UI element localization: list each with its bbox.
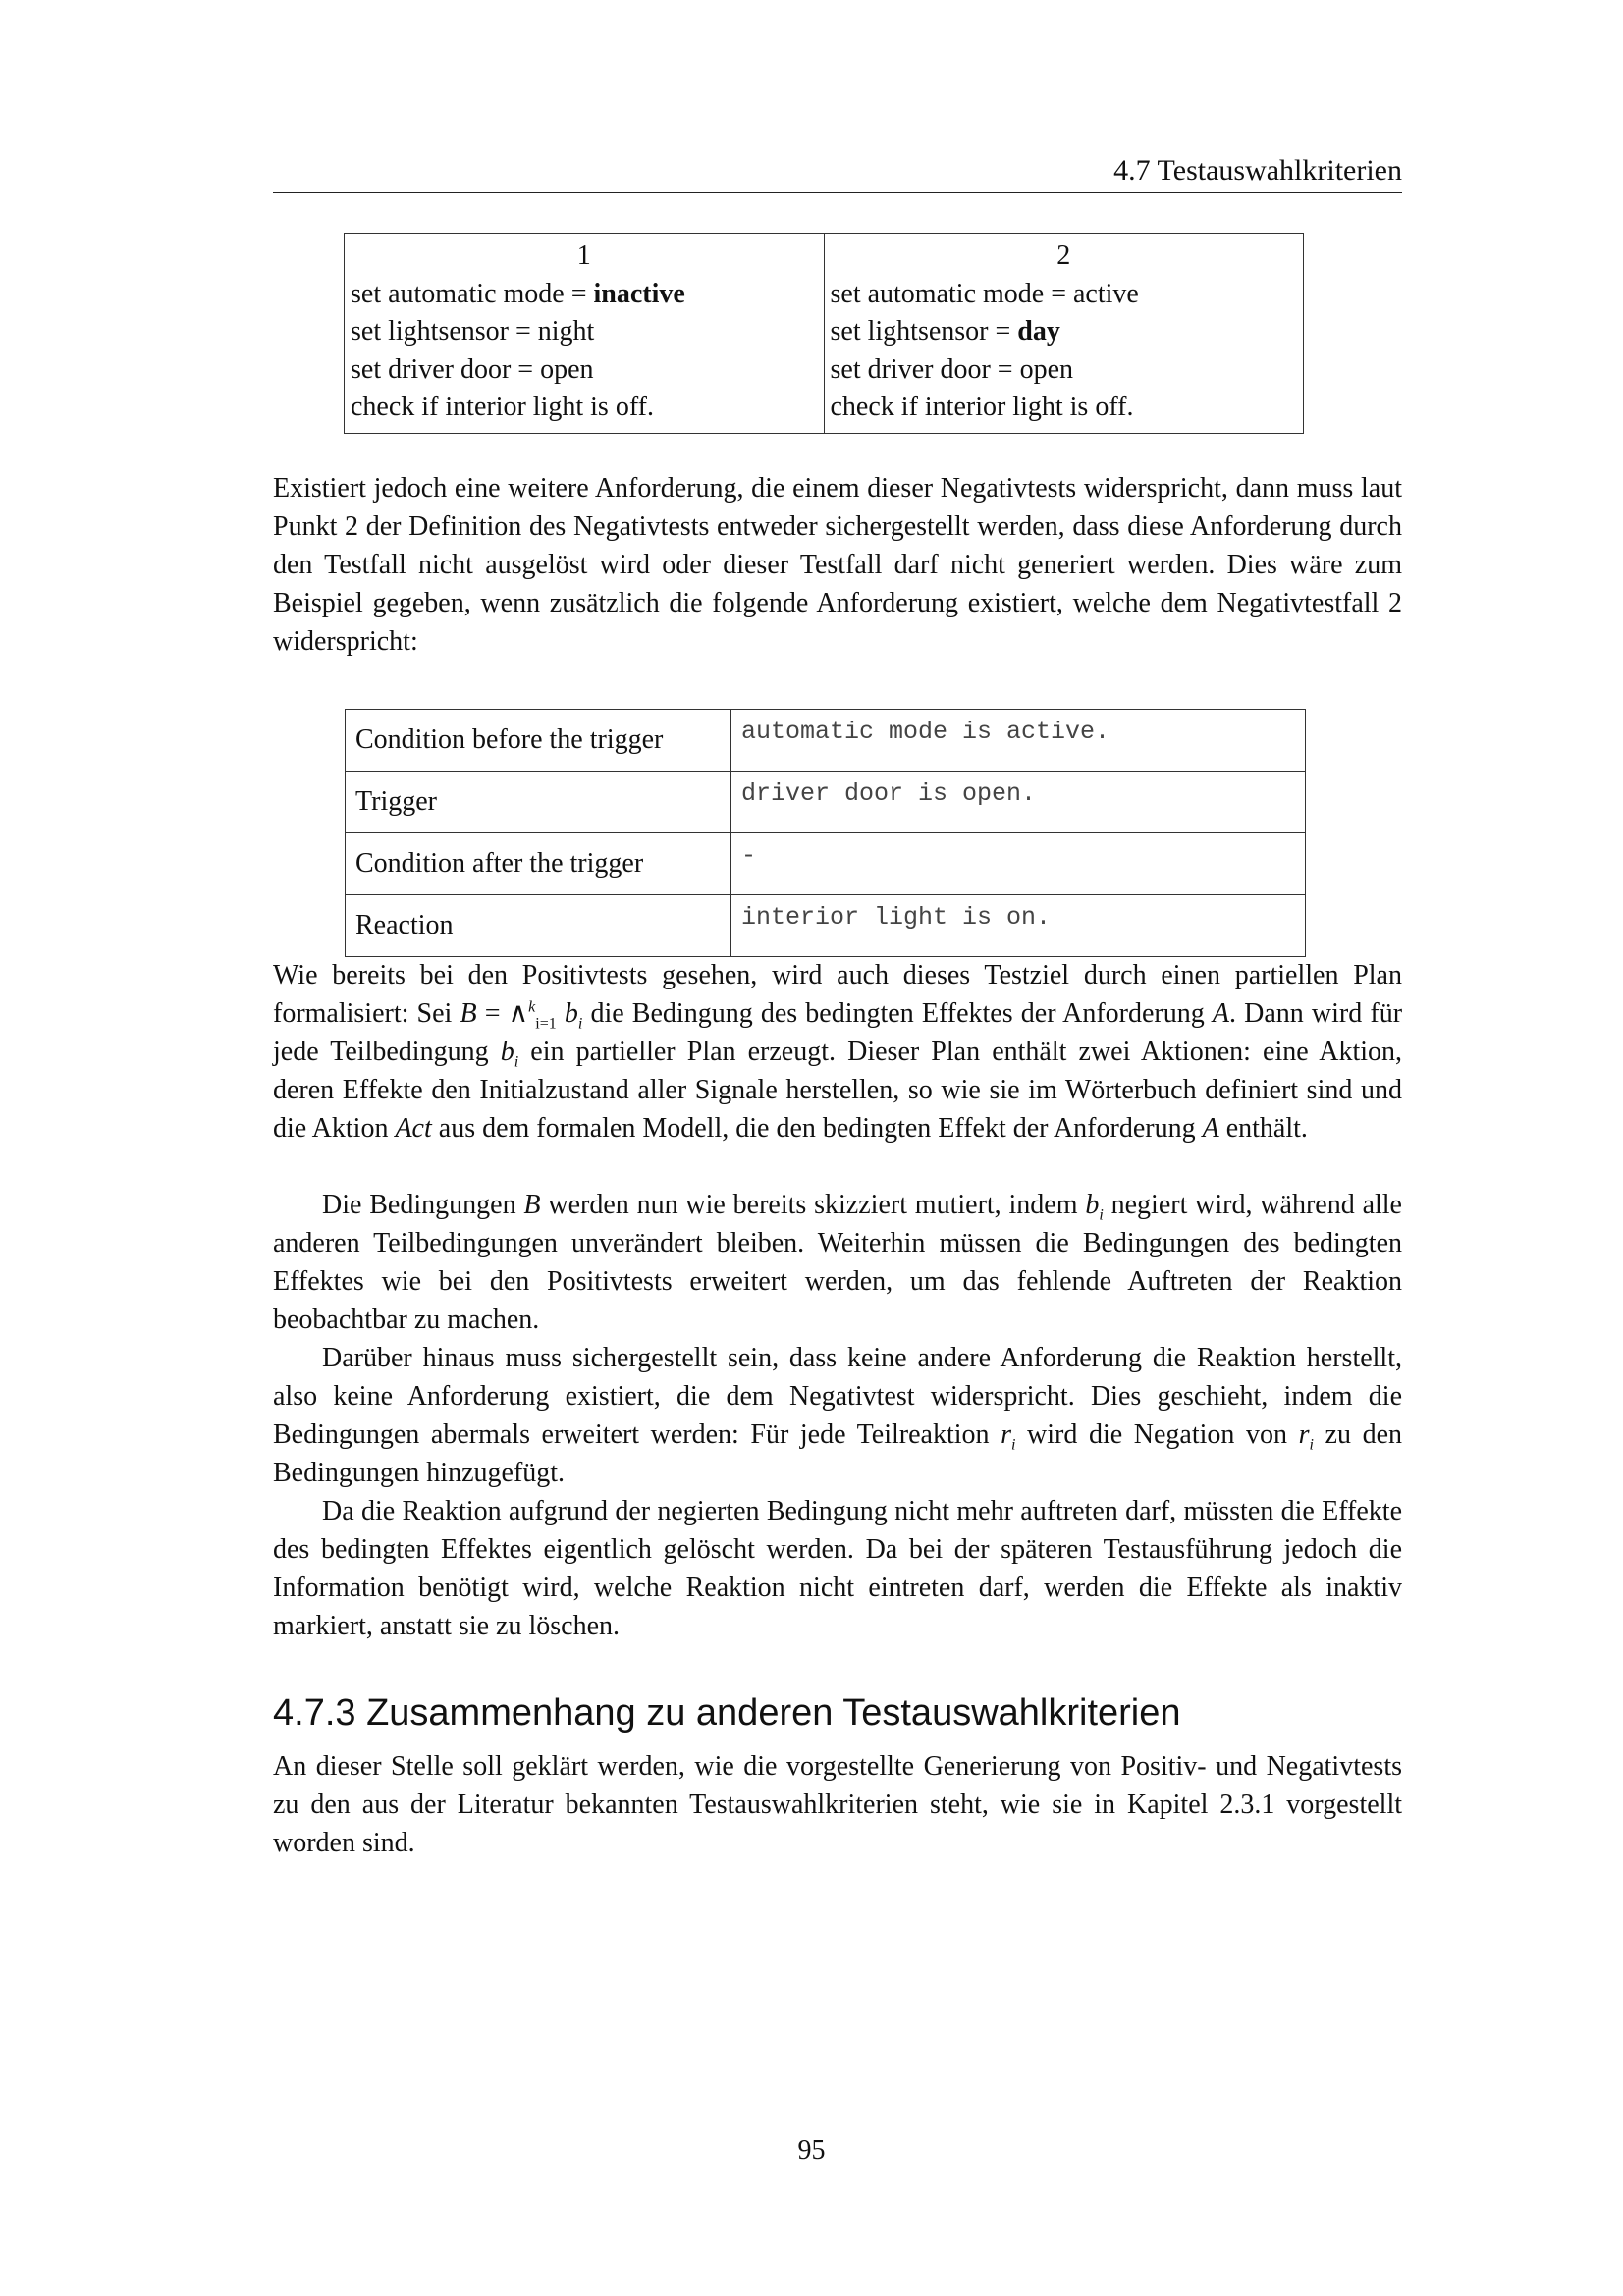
table-row [346,895,1306,957]
page-number: 95 [797,2135,826,2165]
test-step: set automatic mode = active [830,278,1139,309]
math-var: B [460,998,477,1029]
negative-test-cases-table [344,233,1304,434]
requirement-value: driver door is open. [731,772,1306,833]
math-subscript: i [514,1053,519,1071]
paragraph-section-intro: An dieser Stelle soll geklärt werden, wie die vorgestellte Generierung von Positiv- und Negativtests zu den aus der Literatur bekannten Testauswahlkriterien steht, wie sie in Kapitel 2.3.1 vorgestellt worden sind. [273,1751,1402,1858]
running-header: 4.7 Testauswahlkriterien [1113,154,1402,187]
math-var: A [1212,998,1229,1029]
requirement-label: Reaction [346,895,731,957]
test-step-emphasis: inactive [593,278,685,309]
paragraph-mutation [273,1186,1402,1339]
math-var: A [1202,1113,1219,1144]
paragraph-partial-plan [273,956,1402,1148]
math-var: Act [395,1113,432,1144]
math-var: b [1085,1190,1100,1220]
test-step: set lightsensor = night [351,316,595,347]
text-run: enthält. [1218,1113,1308,1144]
test-step-emphasis: day [1017,316,1060,347]
math-subscript: i [1309,1436,1314,1454]
requirement-table [345,709,1306,957]
requirement-value: - [731,833,1306,895]
requirement-label: Condition after the trigger [346,833,731,895]
text-run: werden nun wie bereits skizziert mutiert, indem [540,1190,1086,1220]
requirement-label: Condition before the trigger [346,710,731,772]
header-rule [273,192,1402,193]
requirement-value: automatic mode is active. [731,710,1306,772]
test-step: check if interior light is off. [351,392,654,422]
table-row [346,710,1306,772]
math-var: B [523,1190,541,1220]
test-case-1-cell [345,234,825,434]
test-case-number: 2 [1056,240,1071,271]
math-op: = [476,998,509,1029]
test-step [351,276,818,314]
table-row [346,772,1306,833]
math-var: r [1298,1419,1310,1450]
math-and-operator: ∧ [508,998,529,1029]
text-run: die Bedingung des bedingten Effektes der Anforderung [582,998,1213,1029]
test-step-text: set automatic mode = [351,278,594,309]
math-var: b [500,1037,514,1067]
requirement-label: Trigger [346,772,731,833]
test-step: set driver door = open [830,353,1074,385]
math-subscript: i [1011,1436,1016,1454]
text-run: zu den Bedingungen hinzugefügt. [273,1419,1402,1488]
text-run: negiert wird, während alle anderen Teilbedingungen unverändert bleiben. Weiterhin müssen die Bedingungen des bedingten Effektes wie bei den Positivtests erweitert werden, um das fehlende Auftreten der Reaktion beobachtbar zu machen. [273,1190,1402,1335]
math-var: r [1001,1419,1011,1450]
text-run: ein partieller Plan erzeugt. Dieser Plan enthält zwei Aktionen: eine Aktion, deren Effekte den Initialzustand aller Signale herstellen, so wie sie im Wörterbuch definiert sind und die Aktion [273,1037,1402,1144]
text-run: Darüber hinaus muss sichergestellt sein, dass keine andere Anforderung die Reaktion herstellt, also keine Anforderung existiert, die dem Negativtest widerspricht. Dies geschieht, indem die Bedingungen abermals erweitert werden: Für jede Teilreaktion [273,1343,1402,1450]
text-run: . Dann wird für jede Teilbedingung [273,998,1403,1067]
test-case-2-cell [824,234,1304,434]
math-subscript: i [577,1015,583,1033]
math-subscript: i=1 [535,1015,557,1033]
text-run: Die Bedingungen [322,1190,524,1220]
paragraph-conflicting-requirement: Existiert jedoch eine weitere Anforderung, die einem dieser Negativtests widerspricht, dann muss laut Punkt 2 der Definition des Negativtests entweder sichergestellt werden, dass diese Anforderung durch den Testfall nicht ausgelöst wird oder dieser Testfall darf nicht generiert werden. Dies wäre zum Beispiel gegeben, wenn zusätzlich die folgende Anforderung existiert, welche dem Negativtestfall 2 widerspricht: [273,473,1402,657]
test-step [831,313,1298,351]
text-run: Wie bereits bei den Positivtests gesehen, wird auch dieses Testziel durch einen partiellen Plan formalisiert: Sei [273,960,1402,1029]
text-run: aus dem formalen Modell, die den bedingten Effekt der Anforderung [431,1113,1203,1144]
table-row [346,833,1306,895]
paragraph-inactive-effects: Da die Reaktion aufgrund der negierten Bedingung nicht mehr auftreten darf, müssten die Effekte des bedingten Effektes eigentlich gelöscht werden. Da bei der späteren Testausführung jedoch die Information benötigt wird, welche Reaktion nicht eintreten darf, werden die Effekte als inaktiv markiert, anstatt sie zu löschen. [273,1496,1402,1641]
test-step: set driver door = open [351,353,594,385]
test-step: check if interior light is off. [830,392,1134,422]
table-row [345,234,1304,434]
section-heading: 4.7.3 Zusammenhang zu anderen Testauswahlkriterien [273,1692,1181,1734]
test-step-text: set lightsensor = [830,316,1018,347]
text-run: wird die Negation von [1015,1419,1299,1450]
math-subscript: i [1099,1206,1104,1224]
test-case-number: 1 [576,240,591,271]
paragraph-no-other-requirement [273,1339,1402,1492]
requirement-value: interior light is on. [731,895,1306,957]
math-var: b [564,998,578,1029]
math-superscript: k [528,998,536,1016]
